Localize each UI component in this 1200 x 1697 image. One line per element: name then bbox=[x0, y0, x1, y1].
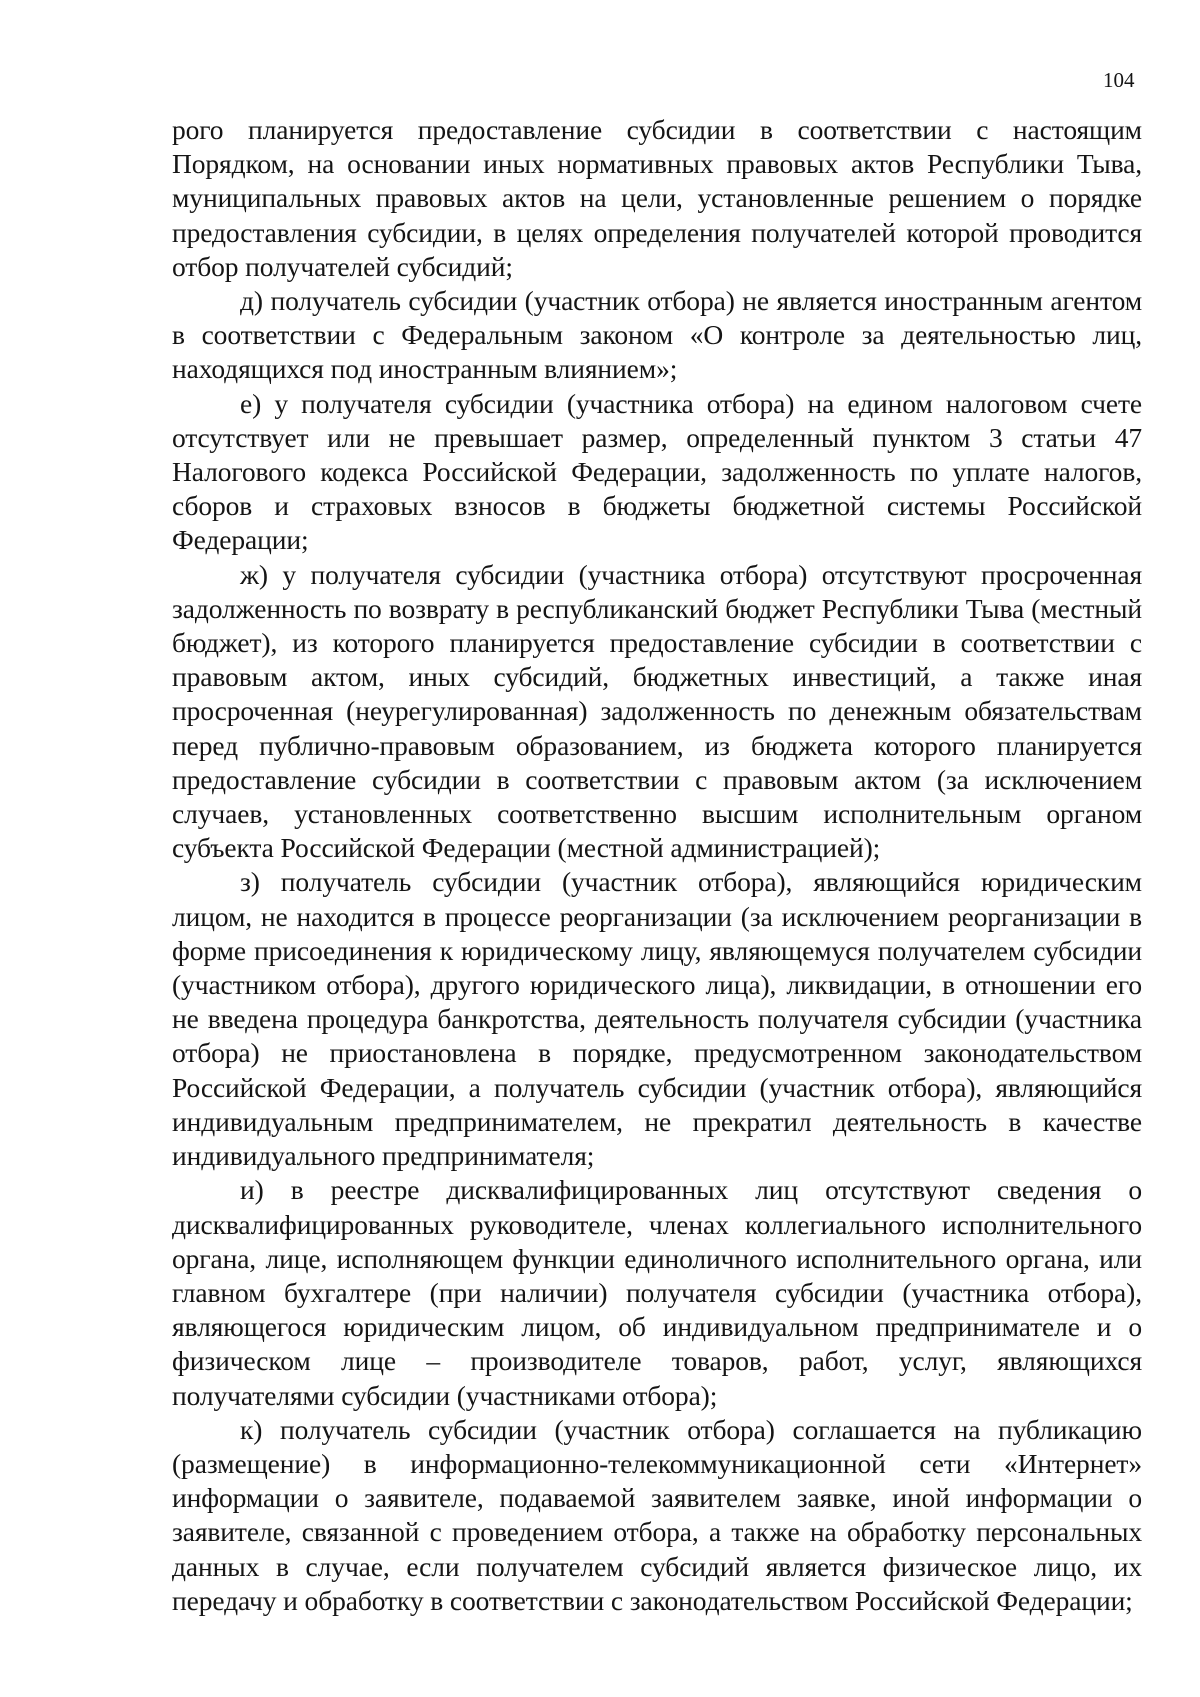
document-body bbox=[172, 113, 1142, 1618]
paragraph-item-k: к) получатель субсидии (участник отбора) соглашается на публикацию (размещение) в информационно-телекоммуникационной сети «Интернет» информации о заявителе, подаваемой заявителем заявке, иной информации о заявителе, связанной с проведением отбора, а также на обработку персональных данных в случае, если получателем субсидий является физическое лицо, их передачу и обработку в соответствии с законодательством Российской Федерации; bbox=[172, 1413, 1142, 1616]
paragraph-item-zh: ж) у получателя субсидии (участника отбора) отсутствуют просроченная задолженность по возврату в республиканский бюджет Республики Тыва (местный бюджет), из которого планируется предоставление субсидии в соответствии с правовым актом, иных субсидий, бюджетных инвестиций, а также иная просроченная (неурегулированная) задолженность по денежным обязательствам перед публично-правовым образованием, из бюджета которого планируется предоставление субсидии в соответствии с правовым актом (за исключением случаев, установленных соответственно высшим исполнительным органом субъекта Российской Федерации (местной администрацией); bbox=[172, 558, 1142, 864]
paragraph-item-z: з) получатель субсидии (участник отбора), являющийся юридическим лицом, не находится в процессе реорганизации (за исключением реорганизации в форме присоединения к юридическому лицу, являющемуся получателем субсидии (участником отбора), другого юридического лица), ликвидации, в отношении его не введена процедура банкротства, деятельность получателя субсидии (участника отбора) не приостановлена в порядке, предусмотренном законодательством Российской Федерации, а получатель субсидии (участник отбора), являющийся индивидуальным предпринимателем, не прекратил деятельность в качестве индивидуального предпринимателя; bbox=[172, 866, 1142, 1172]
paragraph-item-i: и) в реестре дисквалифицированных лиц отсутствуют сведения о дисквалифицированных руководителе, членах коллегиального исполнительного органа, лице, исполняющем функции единоличного исполнительного органа, или главном бухгалтере (при наличии) получателя субсидии (участника отбора), являющегося юридическим лицом, об индивидуальном предпринимателе и о физическом лице – производителе товаров, работ, услуг, являющихся получателями субсидии (участниками отбора); bbox=[172, 1174, 1142, 1411]
paragraph-item-e: е) у получателя субсидии (участника отбора) на едином налоговом счете отсутствует или не превышает размер, определенный пунктом 3 статьи 47 Налогового кодекса Российской Федерации, задолженность по уплате налогов, сборов и страховых взносов в бюджеты бюджетной системы Российской Федерации; bbox=[172, 387, 1142, 556]
paragraph-item-d: д) получатель субсидии (участник отбора) не является иностранным агентом в соответствии с Федеральным законом «О контроле за деятельностью лиц, находящихся под иностранным влиянием»; bbox=[172, 285, 1142, 385]
paragraph-continuation: рого планируется предоставление субсидии в соответствии с настоящим Порядком, на основании иных нормативных правовых актов Республики Тыва, муниципальных правовых актов на цели, установленные решением о порядке предоставления субсидии, в целях определения получателей которой проводится отбор получателей субсидий; bbox=[172, 114, 1142, 282]
page-number: 104 bbox=[1103, 68, 1135, 92]
